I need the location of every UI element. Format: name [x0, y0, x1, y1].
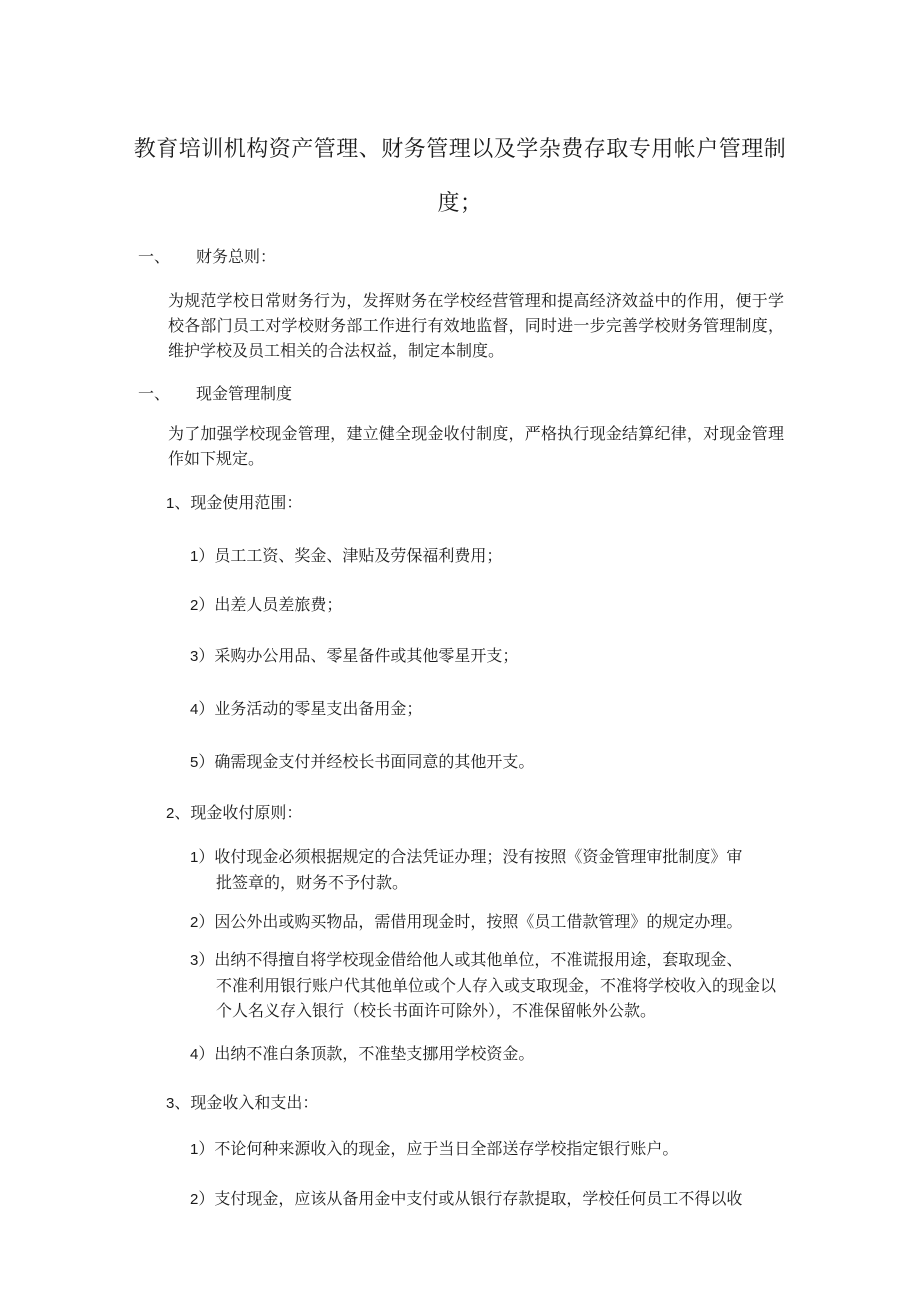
- item-marker: 1: [190, 849, 199, 866]
- document-title-line-2: 度；: [437, 191, 483, 216]
- item-text: ）收付现金必须根据规定的合法凭证办理；没有按照《资金管理审批制度》审: [198, 847, 743, 866]
- item-text: ）业务活动的零星支出备用金；: [198, 699, 423, 718]
- section-2-intro: 为了加强学校现金管理，建立健全现金收付制度，严格执行现金结算纪律，对现金管理作如下规定。: [168, 424, 784, 468]
- item-marker: 3: [190, 648, 199, 665]
- item-text-continued: 不准利用银行账户代其他单位或个人存入或支取现金，不准将学校收入的现金以个人名义存入银行（校长书面许可除外），不准保留帐外公款。: [216, 976, 777, 1020]
- item-text: ）员工工资、奖金、津贴及劳保福利费用；: [198, 546, 503, 565]
- item-marker: 3: [190, 952, 199, 969]
- item-text: ）出纳不得擅自将学校现金借给他人或其他单位，不准谎报用途，套取现金、: [198, 950, 743, 969]
- section-1-number: 一、: [138, 247, 171, 266]
- section-1-title: 财务总则：: [196, 247, 277, 266]
- list-item: [190, 749, 534, 772]
- item-text: ）采购办公用品、零星备件或其他零星开支；: [198, 646, 519, 665]
- sub-3-heading: [166, 1090, 318, 1113]
- sub-1-label: 、现金使用范围：: [174, 493, 303, 512]
- list-item: [190, 543, 502, 566]
- list-item: [190, 1186, 742, 1209]
- item-text: ）出纳不准白条顶款，不准垫支挪用学校资金。: [198, 1044, 535, 1063]
- list-item: [190, 1041, 534, 1064]
- item-marker: 2: [190, 914, 199, 931]
- section-2-title: 现金管理制度: [196, 384, 293, 403]
- item-text: ）确需现金支付并经校长书面同意的其他开支。: [198, 752, 535, 771]
- section-2-number: 一、: [138, 384, 171, 403]
- item-marker: 4: [190, 1046, 199, 1063]
- list-item: [190, 909, 742, 932]
- item-marker: 2: [190, 1191, 199, 1208]
- section-2-heading: [138, 381, 292, 404]
- list-item: [190, 947, 782, 1023]
- list-item: [190, 844, 782, 895]
- item-marker: 5: [190, 754, 199, 771]
- document-title-line-1: 教育培训机构资产管理、财务管理以及学杂费存取专用帐户管理制: [133, 137, 787, 162]
- item-marker: 2: [190, 597, 199, 614]
- sub-1-heading: [166, 490, 302, 513]
- sub-1-marker: 1: [166, 495, 175, 512]
- list-item: [190, 1136, 678, 1159]
- section-1-paragraph: 为规范学校日常财务行为，发挥财务在学校经营管理和提高经济效益中的作用，便于学校各部门员工对学校财务部工作进行有效地监督，同时进一步完善学校财务管理制度，维护学校及员工相关的合法权益，制定本制度。: [168, 291, 784, 360]
- sub-3-label: 、现金收入和支出：: [174, 1093, 319, 1112]
- item-marker: 4: [190, 701, 199, 718]
- sub-3-marker: 3: [166, 1095, 175, 1112]
- item-text-continued: 批签章的，财务不予付款。: [216, 873, 409, 892]
- list-item: [190, 696, 422, 719]
- sub-2-label: 、现金收付原则：: [174, 803, 303, 822]
- item-marker: 1: [190, 1141, 199, 1158]
- item-text: ）支付现金，应该从备用金中支付或从银行存款提取，学校任何员工不得以收: [198, 1189, 743, 1208]
- sub-2-heading: [166, 800, 302, 823]
- sub-2-marker: 2: [166, 805, 175, 822]
- list-item: [190, 643, 518, 666]
- item-text: ）因公外出或购买物品，需借用现金时，按照《员工借款管理》的规定办理。: [198, 912, 743, 931]
- item-marker: 1: [190, 548, 199, 565]
- item-text: ）出差人员差旅费；: [198, 595, 343, 614]
- item-text: ）不论何种来源收入的现金，应于当日全部送存学校指定银行账户。: [198, 1139, 679, 1158]
- list-item: [190, 592, 342, 615]
- section-1-heading: [138, 244, 276, 267]
